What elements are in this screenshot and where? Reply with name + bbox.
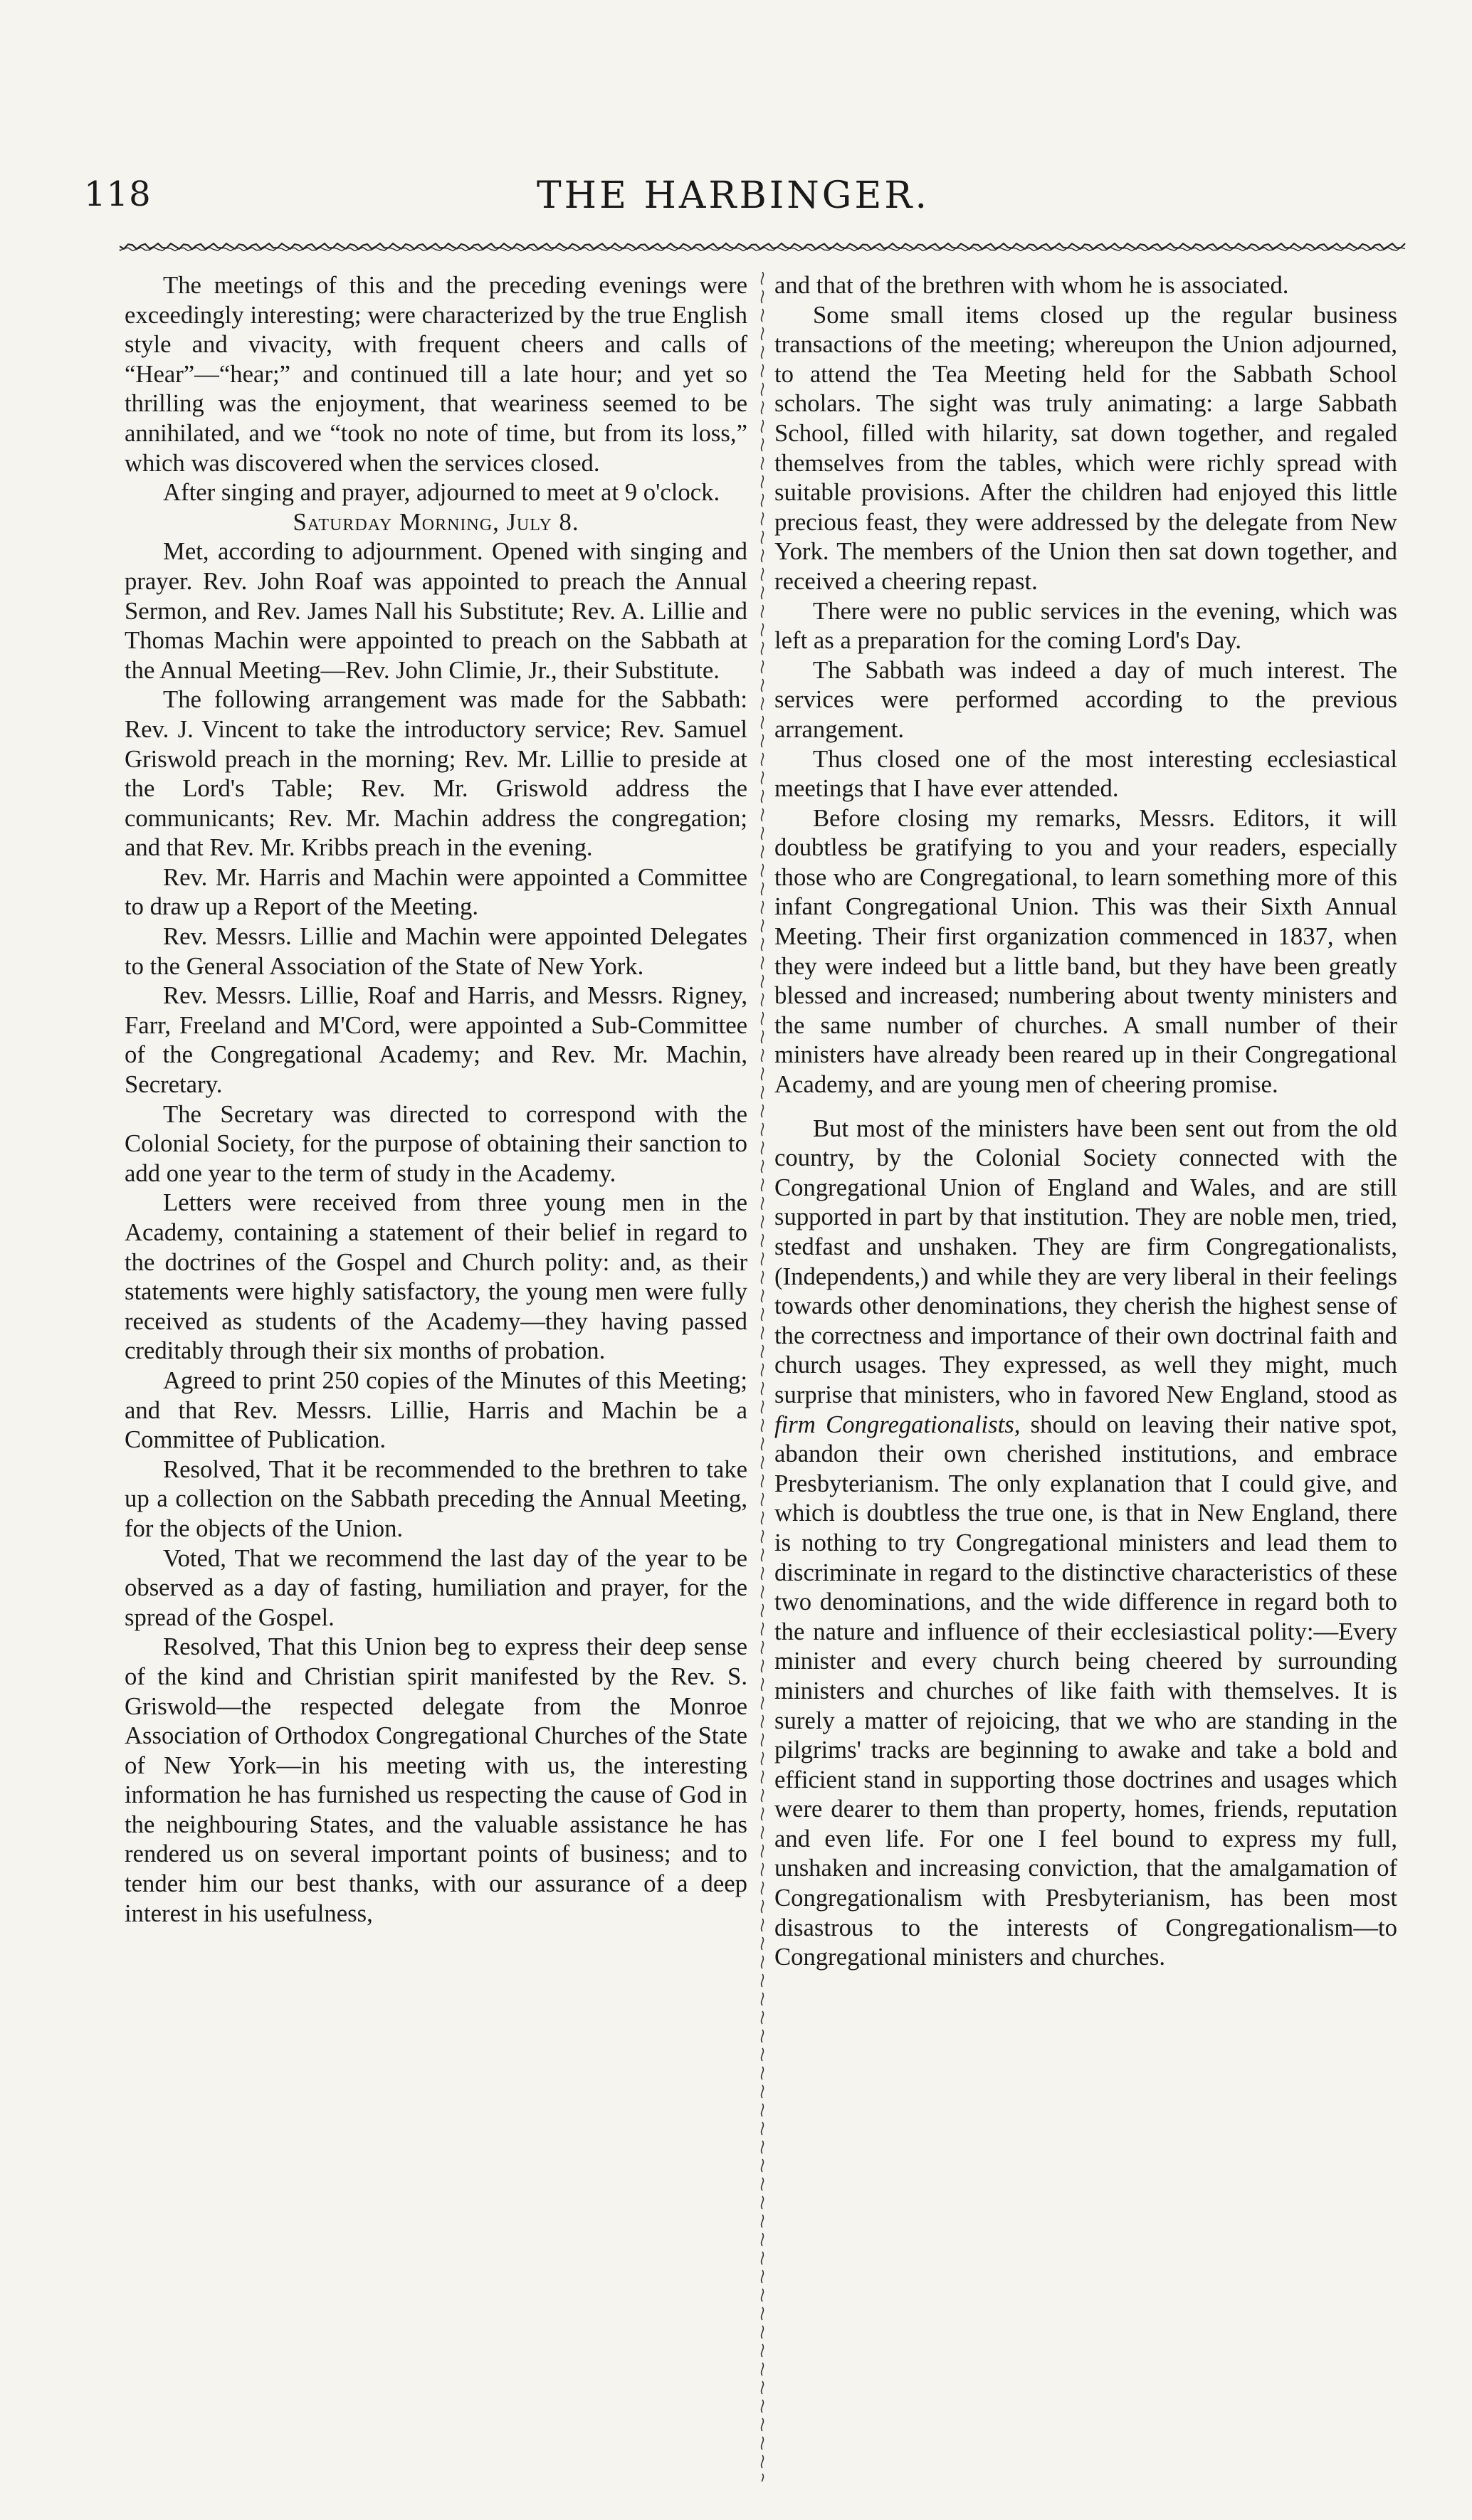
paragraph: Resolved, That it be recommended to the brethren to take up a collection on the Sabbath preceding the Annual Meeting, for the objects of the Union.: [125, 1455, 747, 1542]
paragraph: Thus closed one of the most interesting ecclesiastical meetings that I have ever attended.: [774, 744, 1397, 803]
paragraph: Agreed to print 250 copies of the Minutes of this Meeting; and that Rev. Messrs. Lillie, Harris and Machin be a Committee of Publication.: [125, 1366, 747, 1454]
paragraph: Met, according to adjournment. Opened with singing and prayer. Rev. John Roaf was appointed to preach the Annual Sermon, and Rev. James Nall his Substitute; Rev. A. Lillie and Thomas Machin were appointed to preach on the Sabbath at the Annual Meeting—Rev. John Climie, Jr., their Substitute.: [125, 537, 747, 684]
paragraph: [774, 1114, 1397, 1972]
paragraph: Letters were received from three young men in the Academy, containing a statement of their belief in regard to the doctrines of the Gospel and Church polity: and, as their statements were highly satisfactory, the young men were fully received as students of the Academy—they having passed creditably through their six months of probation.: [125, 1188, 747, 1365]
paragraph: Rev. Mr. Harris and Machin were appointed a Committee to draw up a Report of the Meeting.: [125, 863, 747, 921]
paragraph: Voted, That we recommend the last day of the year to be observed as a day of fasting, humiliation and prayer, for the spread of the Gospel.: [125, 1544, 747, 1631]
paragraph: The Sabbath was indeed a day of much interest. The services were performed according to the previous arrangement.: [774, 655, 1397, 743]
right-column: [774, 270, 1397, 1972]
page-title: [0, 174, 1472, 217]
paragraph: Before closing my remarks, Messrs. Editors, it will doubtless be gratifying to you and your readers, especially those who are Congregational, to learn something more of this infant Congregational Union. This was their Sixth Annual Meeting. Their first organization commenced in 1837, when they were indeed but a little band, but they have been greatly blessed and increased; numbering about twenty ministers and the same number of churches. A small number of their ministers have already been reared up in their Congregational Academy, and are young men of cheering promise.: [774, 803, 1397, 1099]
column-divider: [757, 272, 767, 2482]
paragraph: The Secretary was directed to correspond with the Colonial Society, for the purpose of obtaining their sanction to add one year to the term of study in the Academy.: [125, 1100, 747, 1187]
paragraph-text: But most of the ministers have been sent out from the old country, by the Colonial Society connected with the Congregational Union of England and Wales, and are still supported in part by that institution. They are noble men, tried, stedfast and unshaken. They are firm Congregationalists, (Independents,) and while they are very liberal in their feelings towards other denominations, they cherish the highest sense of the correctness and importance of their own doctrinal faith and church usages. They expressed, as well they might, much surprise that ministers, who in favored New England, stood as: [774, 1114, 1397, 1408]
page-title-text: THE HARBINGER.: [536, 174, 930, 217]
header-wavy-rule: [120, 238, 1408, 254]
paragraph: There were no public services in the evening, which was left as a preparation for the coming Lord's Day.: [774, 596, 1397, 655]
paragraph: After singing and prayer, adjourned to meet at 9 o'clock.: [163, 478, 720, 507]
paragraph: The following arrangement was made for the Sabbath: Rev. J. Vincent to take the introductory service; Rev. Samuel Griswold preach in the morning; Rev. Mr. Lillie to preside at the Lord's Table; Rev. Mr. Griswold address the communicants; Rev. Mr. Machin address the congregation; and that Rev. Mr. Kribbs preach in the evening.: [125, 685, 747, 862]
paragraph: Some small items closed up the regular business transactions of the meeting; whereupon the Union adjourned, to attend the Tea Meeting held for the Sabbath School scholars. The sight was truly animating: a large Sabbath School, filled with hilarity, sat down together, and regaled themselves from the tables, which were richly spread with suitable provisions. After the children had enjoyed this little precious feast, they were addressed by the delegate from New York. The members of the Union then sat down together, and received a cheering repast.: [774, 300, 1397, 595]
paragraph: Resolved, That this Union beg to express their deep sense of the kind and Christian spirit manifested by the Rev. S. Griswold—the respected delegate from the Monroe Association of Orthodox Congregational Churches of the State of New York—in his meeting with us, the interesting information he has furnished us respecting the cause of God in the neighbouring States, and the valuable assistance he has rendered us on several important points of business; and to tender him our best thanks, with our assurance of a deep interest in his usefulness,: [125, 1633, 747, 1927]
section-heading: Saturday Morning, July 8.: [293, 507, 579, 536]
paragraph: and that of the brethren with whom he is associated.: [774, 271, 1289, 299]
paragraph-text: should on leaving their native spot, abandon their own cherished institutions, and embrace Presbyterianism. The only explanation that I could give, and which is doubtless the true one, is that in New England, there is nothing to try Congregational ministers and lead them to discriminate in regard to the distinctive characteristics of these two denominations, and the wide difference in regard both to the nature and influence of their ecclesiastical polity:—Every minister and every church being cheered by surrounding ministers and churches of like faith with themselves. It is surely a matter of rejoicing, that we who are standing in the pilgrims' tracks are beginning to awake and take a bold and efficient stand in supporting those doctrines and usages which were dearer to them than property, homes, friends, reputation and even life. For one I feel bound to express my full, unshaken and increasing conviction, that the amalgamation of Congregationalism with Presbyterianism, has been most disastrous to the interests of Congregationalism—to Congregational ministers and churches.: [774, 1410, 1397, 1971]
paragraph: The meetings of this and the preceding evenings were exceedingly interesting; were characterized by the true English style and vivacity, with frequent cheers and calls of “Hear”—“hear;” and continued till a late hour; and yet so thrilling was the enjoyment, that weariness seemed to be annihilated, and we “took no note of time, but from its loss,” which was discovered when the services closed.: [125, 271, 747, 477]
left-column: [125, 270, 747, 1928]
emphasis-text: firm Congregationalists,: [774, 1410, 1021, 1438]
paragraph: Rev. Messrs. Lillie and Machin were appointed Delegates to the General Association of the State of New York.: [125, 922, 747, 980]
paragraph: Rev. Messrs. Lillie, Roaf and Harris, and Messrs. Rigney, Farr, Freeland and M'Cord, were appointed a Sub-Committee of the Congregational Academy; and Rev. Mr. Machin, Secretary.: [125, 981, 747, 1099]
page-number: 118: [84, 174, 152, 214]
